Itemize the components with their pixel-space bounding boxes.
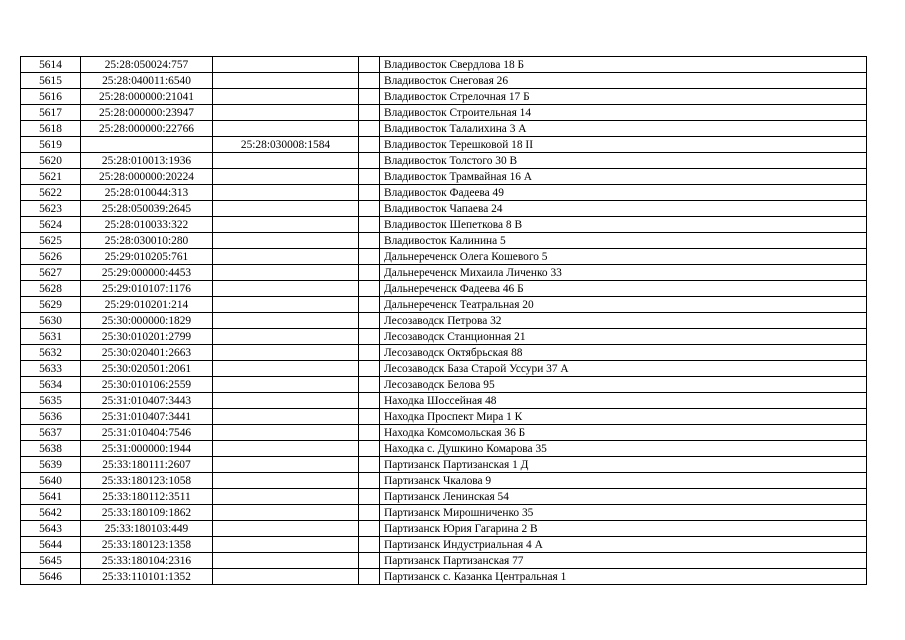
address-cell: Владивосток Терешковой 18 II [380, 137, 867, 153]
address-cell: Дальнереченск Театральная 20 [380, 297, 867, 313]
table-row [21, 409, 867, 425]
blank-cell [359, 73, 380, 89]
address-cell: Партизанск Индустриальная 4 А [380, 537, 867, 553]
table-row [21, 553, 867, 569]
address-cell: Партизанск Юрия Гагарина 2 В [380, 521, 867, 537]
table-row [21, 73, 867, 89]
blank-cell [359, 409, 380, 425]
cadastral-number-cell: 25:28:010044:313 [81, 185, 213, 201]
row-number-cell: 5630 [21, 313, 81, 329]
blank-cell [359, 217, 380, 233]
blank-cell [359, 265, 380, 281]
cadastral-number-cell: 25:33:180123:1058 [81, 473, 213, 489]
cadastral-number-cell: 25:28:000000:21041 [81, 89, 213, 105]
cadastral-number-alt-cell [213, 121, 359, 137]
table-row [21, 89, 867, 105]
blank-cell [359, 345, 380, 361]
cadastral-number-cell: 25:28:000000:22766 [81, 121, 213, 137]
row-number-cell: 5637 [21, 425, 81, 441]
row-number-cell: 5632 [21, 345, 81, 361]
cadastral-number-alt-cell [213, 393, 359, 409]
cadastral-number-cell [81, 137, 213, 153]
table-row [21, 249, 867, 265]
table-row [21, 201, 867, 217]
cadastral-number-alt-cell [213, 553, 359, 569]
blank-cell [359, 553, 380, 569]
blank-cell [359, 297, 380, 313]
table-row [21, 473, 867, 489]
blank-cell [359, 521, 380, 537]
address-cell: Дальнереченск Олега Кошевого 5 [380, 249, 867, 265]
blank-cell [359, 457, 380, 473]
address-cell: Владивосток Шепеткова 8 В [380, 217, 867, 233]
row-number-cell: 5639 [21, 457, 81, 473]
table-row [21, 57, 867, 73]
table-row [21, 137, 867, 153]
cadastral-number-cell: 25:31:010407:3443 [81, 393, 213, 409]
table-row [21, 521, 867, 537]
table-row [21, 537, 867, 553]
blank-cell [359, 57, 380, 73]
row-number-cell: 5619 [21, 137, 81, 153]
row-number-cell: 5629 [21, 297, 81, 313]
address-cell: Партизанск Мирошниченко 35 [380, 505, 867, 521]
cadastral-number-cell: 25:33:110101:1352 [81, 569, 213, 585]
row-number-cell: 5633 [21, 361, 81, 377]
address-cell: Лесозаводск Петрова 32 [380, 313, 867, 329]
address-cell: Лесозаводск База Старой Уссури 37 А [380, 361, 867, 377]
row-number-cell: 5634 [21, 377, 81, 393]
blank-cell [359, 249, 380, 265]
address-cell: Владивосток Фадеева 49 [380, 185, 867, 201]
table-row [21, 569, 867, 585]
row-number-cell: 5623 [21, 201, 81, 217]
blank-cell [359, 169, 380, 185]
cadastral-number-alt-cell [213, 297, 359, 313]
row-number-cell: 5636 [21, 409, 81, 425]
row-number-cell: 5617 [21, 105, 81, 121]
row-number-cell: 5624 [21, 217, 81, 233]
cadastral-number-cell: 25:28:010013:1936 [81, 153, 213, 169]
cadastral-number-alt-cell [213, 153, 359, 169]
row-number-cell: 5628 [21, 281, 81, 297]
blank-cell [359, 105, 380, 121]
address-cell: Партизанск с. Казанка Центральная 1 [380, 569, 867, 585]
row-number-cell: 5646 [21, 569, 81, 585]
row-number-cell: 5618 [21, 121, 81, 137]
cadastral-number-alt-cell [213, 473, 359, 489]
table-row [21, 441, 867, 457]
table-row [21, 281, 867, 297]
cadastral-number-alt-cell [213, 89, 359, 105]
address-cell: Находка Комсомольская 36 Б [380, 425, 867, 441]
cadastral-number-alt-cell [213, 201, 359, 217]
row-number-cell: 5621 [21, 169, 81, 185]
address-cell: Находка Проспект Мира 1 К [380, 409, 867, 425]
blank-cell [359, 153, 380, 169]
blank-cell [359, 313, 380, 329]
cadastral-number-alt-cell [213, 489, 359, 505]
cadastral-number-cell: 25:29:010201:214 [81, 297, 213, 313]
cadastral-number-cell: 25:30:010106:2559 [81, 377, 213, 393]
table-row [21, 297, 867, 313]
row-number-cell: 5625 [21, 233, 81, 249]
cadastral-number-cell: 25:29:010205:761 [81, 249, 213, 265]
cadastral-number-alt-cell [213, 569, 359, 585]
address-cell: Партизанск Партизанская 1 Д [380, 457, 867, 473]
cadastral-number-alt-cell [213, 377, 359, 393]
address-cell: Владивосток Строительная 14 [380, 105, 867, 121]
cadastral-number-alt-cell [213, 441, 359, 457]
table-row [21, 169, 867, 185]
cadastral-number-cell: 25:33:180123:1358 [81, 537, 213, 553]
row-number-cell: 5622 [21, 185, 81, 201]
property-table [20, 56, 867, 585]
cadastral-number-alt-cell [213, 265, 359, 281]
blank-cell [359, 505, 380, 521]
row-number-cell: 5643 [21, 521, 81, 537]
cadastral-number-alt-cell [213, 185, 359, 201]
blank-cell [359, 393, 380, 409]
row-number-cell: 5614 [21, 57, 81, 73]
table-row [21, 345, 867, 361]
cadastral-number-cell: 25:30:010201:2799 [81, 329, 213, 345]
cadastral-number-alt-cell [213, 425, 359, 441]
cadastral-number-alt-cell [213, 105, 359, 121]
blank-cell [359, 233, 380, 249]
cadastral-number-cell: 25:33:180109:1862 [81, 505, 213, 521]
address-cell: Дальнереченск Фадеева 46 Б [380, 281, 867, 297]
table-row [21, 185, 867, 201]
address-cell: Владивосток Талалихина 3 А [380, 121, 867, 137]
address-cell: Владивосток Снеговая 26 [380, 73, 867, 89]
cadastral-number-alt-cell: 25:28:030008:1584 [213, 137, 359, 153]
cadastral-number-cell: 25:31:010407:3441 [81, 409, 213, 425]
table-row [21, 313, 867, 329]
blank-cell [359, 185, 380, 201]
address-cell: Лесозаводск Октябрьская 88 [380, 345, 867, 361]
blank-cell [359, 281, 380, 297]
cadastral-number-cell: 25:28:000000:20224 [81, 169, 213, 185]
cadastral-number-alt-cell [213, 57, 359, 73]
cadastral-number-cell: 25:28:010033:322 [81, 217, 213, 233]
cadastral-number-cell: 25:30:020401:2663 [81, 345, 213, 361]
row-number-cell: 5620 [21, 153, 81, 169]
address-cell: Владивосток Чапаева 24 [380, 201, 867, 217]
table-row [21, 233, 867, 249]
row-number-cell: 5615 [21, 73, 81, 89]
table-row [21, 217, 867, 233]
row-number-cell: 5644 [21, 537, 81, 553]
table-row [21, 505, 867, 521]
cadastral-number-cell: 25:28:050039:2645 [81, 201, 213, 217]
blank-cell [359, 361, 380, 377]
cadastral-number-alt-cell [213, 313, 359, 329]
cadastral-number-alt-cell [213, 169, 359, 185]
row-number-cell: 5631 [21, 329, 81, 345]
blank-cell [359, 329, 380, 345]
cadastral-number-cell: 25:33:180103:449 [81, 521, 213, 537]
cadastral-number-alt-cell [213, 537, 359, 553]
blank-cell [359, 473, 380, 489]
blank-cell [359, 425, 380, 441]
cadastral-number-cell: 25:30:020501:2061 [81, 361, 213, 377]
address-cell: Партизанск Партизанская 77 [380, 553, 867, 569]
table-row [21, 265, 867, 281]
blank-cell [359, 137, 380, 153]
cadastral-number-alt-cell [213, 409, 359, 425]
row-number-cell: 5640 [21, 473, 81, 489]
cadastral-number-alt-cell [213, 361, 359, 377]
cadastral-number-alt-cell [213, 281, 359, 297]
table-row [21, 393, 867, 409]
blank-cell [359, 537, 380, 553]
cadastral-number-alt-cell [213, 249, 359, 265]
address-cell: Лесозаводск Белова 95 [380, 377, 867, 393]
address-cell: Владивосток Трамвайная 16 А [380, 169, 867, 185]
row-number-cell: 5616 [21, 89, 81, 105]
table-row [21, 425, 867, 441]
address-cell: Владивосток Калинина 5 [380, 233, 867, 249]
cadastral-number-cell: 25:33:180112:3511 [81, 489, 213, 505]
table-row [21, 489, 867, 505]
cadastral-number-alt-cell [213, 233, 359, 249]
blank-cell [359, 569, 380, 585]
row-number-cell: 5642 [21, 505, 81, 521]
address-cell: Владивосток Толстого 30 В [380, 153, 867, 169]
cadastral-number-alt-cell [213, 73, 359, 89]
row-number-cell: 5641 [21, 489, 81, 505]
cadastral-number-cell: 25:28:030010:280 [81, 233, 213, 249]
table-row [21, 153, 867, 169]
cadastral-number-cell: 25:29:000000:4453 [81, 265, 213, 281]
table-row [21, 329, 867, 345]
blank-cell [359, 201, 380, 217]
cadastral-number-cell: 25:31:010404:7546 [81, 425, 213, 441]
blank-cell [359, 489, 380, 505]
row-number-cell: 5627 [21, 265, 81, 281]
cadastral-number-cell: 25:33:180104:2316 [81, 553, 213, 569]
cadastral-number-cell: 25:30:000000:1829 [81, 313, 213, 329]
cadastral-number-cell: 25:28:000000:23947 [81, 105, 213, 121]
table-row [21, 457, 867, 473]
table-row [21, 121, 867, 137]
cadastral-number-alt-cell [213, 457, 359, 473]
blank-cell [359, 377, 380, 393]
blank-cell [359, 441, 380, 457]
address-cell: Партизанск Чкалова 9 [380, 473, 867, 489]
cadastral-number-alt-cell [213, 345, 359, 361]
row-number-cell: 5638 [21, 441, 81, 457]
table-row [21, 361, 867, 377]
cadastral-number-alt-cell [213, 521, 359, 537]
address-cell: Дальнереченск Михаила Личенко 33 [380, 265, 867, 281]
table-body [21, 57, 867, 585]
cadastral-number-cell: 25:31:000000:1944 [81, 441, 213, 457]
table-row [21, 105, 867, 121]
blank-cell [359, 121, 380, 137]
cadastral-number-cell: 25:33:180111:2607 [81, 457, 213, 473]
address-cell: Находка с. Душкино Комарова 35 [380, 441, 867, 457]
blank-cell [359, 89, 380, 105]
cadastral-number-cell: 25:28:040011:6540 [81, 73, 213, 89]
cadastral-number-alt-cell [213, 505, 359, 521]
cadastral-number-cell: 25:28:050024:757 [81, 57, 213, 73]
row-number-cell: 5626 [21, 249, 81, 265]
row-number-cell: 5645 [21, 553, 81, 569]
cadastral-number-cell: 25:29:010107:1176 [81, 281, 213, 297]
address-cell: Партизанск Ленинская 54 [380, 489, 867, 505]
address-cell: Находка Шоссейная 48 [380, 393, 867, 409]
cadastral-number-alt-cell [213, 217, 359, 233]
address-cell: Владивосток Свердлова 18 Б [380, 57, 867, 73]
address-cell: Лесозаводск Станционная 21 [380, 329, 867, 345]
row-number-cell: 5635 [21, 393, 81, 409]
address-cell: Владивосток Стрелочная 17 Б [380, 89, 867, 105]
cadastral-number-alt-cell [213, 329, 359, 345]
table-row [21, 377, 867, 393]
